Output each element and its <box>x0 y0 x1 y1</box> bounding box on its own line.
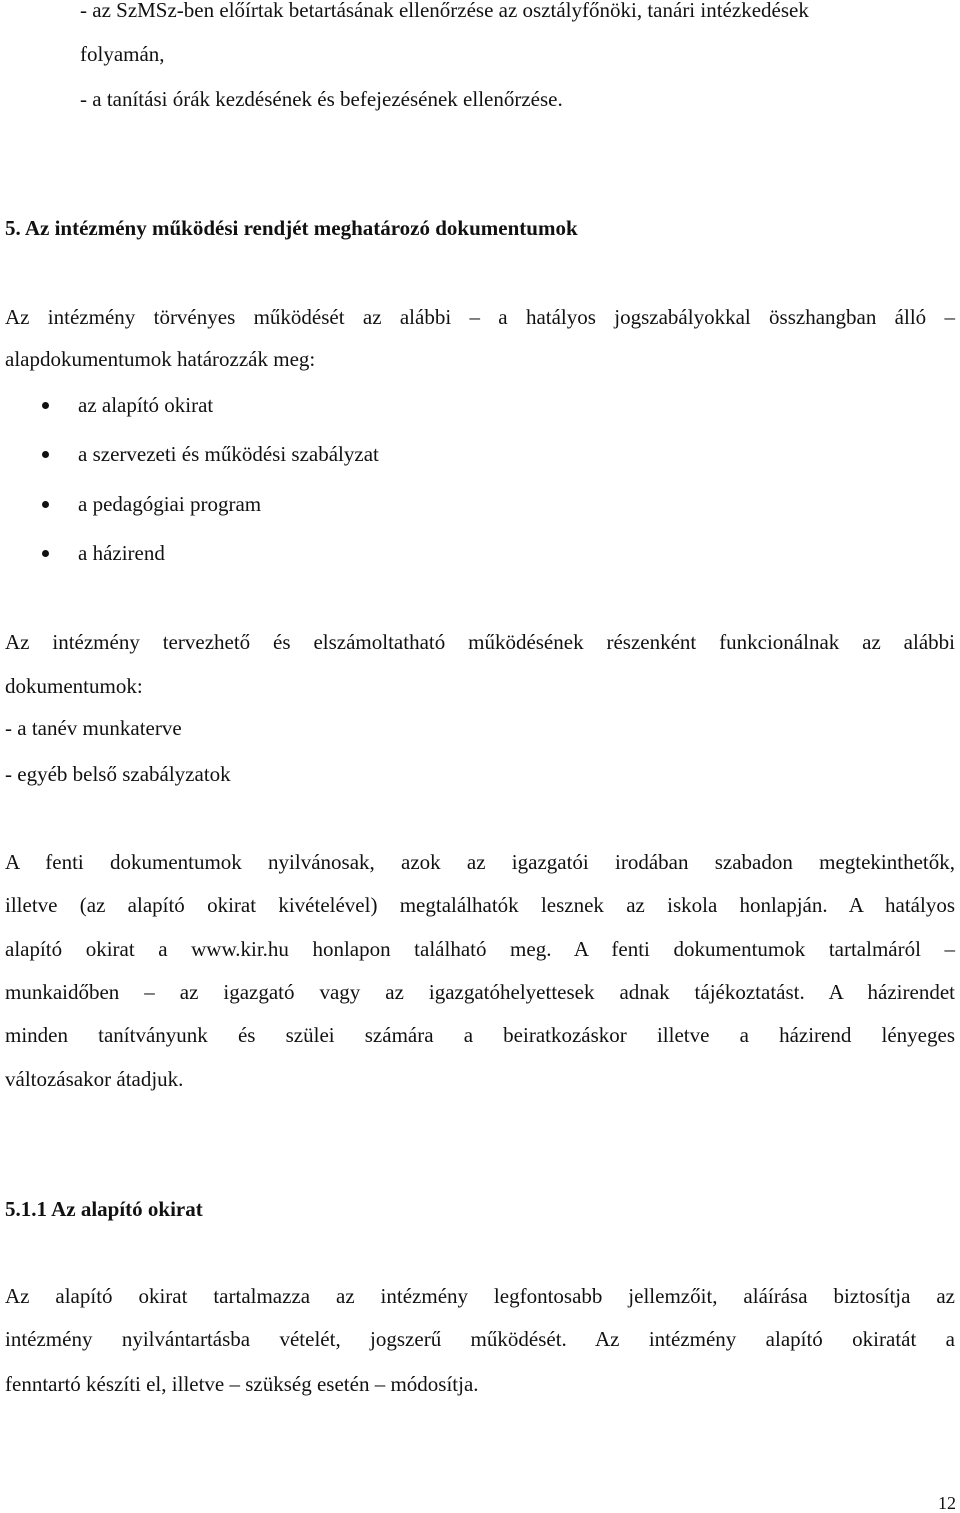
founding-para-line-3: fenntartó készíti el, illetve – szükség esetén – módosítja. <box>5 1372 479 1396</box>
founding-para-line-2: intézmény nyilvántartásba vételét, jogszerű működését. Az intézmény alapító okiratát a <box>5 1327 955 1351</box>
bullet-label: az alapító okirat <box>78 393 214 417</box>
bullet-icon <box>42 501 49 508</box>
list-line-lesson-check: - a tanítási órák kezdésének és befejezésének ellenőrzése. <box>80 87 563 111</box>
bullet-label: a pedagógiai program <box>78 492 262 516</box>
intro-line-2: alapdokumentumok határozzák meg: <box>5 347 316 371</box>
public-para-line-2: illetve (az alapító okirat kivételével) megtalálhatók lesznek az iskola honlapján. A hatályos <box>5 893 955 917</box>
dash-item-internal-rules: - egyéb belső szabályzatok <box>5 762 231 786</box>
page-number: 12 <box>938 1493 956 1513</box>
bullet-icon <box>42 550 49 557</box>
dash-item-work-plan: - a tanév munkaterve <box>5 716 182 740</box>
bullet-icon <box>42 402 49 409</box>
section-heading-5: 5. Az intézmény működési rendjét meghatározó dokumentumok <box>5 216 578 240</box>
public-para-line-1: A fenti dokumentumok nyilvánosak, azok az igazgatói irodában szabadon megtekinthetők, <box>5 850 955 874</box>
public-para-line-5: minden tanítványunk és szülei számára a beiratkozáskor illetve a házirend lényeges <box>5 1023 955 1047</box>
list-line-continuation: folyamán, <box>80 42 165 66</box>
section-heading-511: 5.1.1 Az alapító okirat <box>5 1197 203 1221</box>
intro-line-1: Az intézmény törvényes működését az alábbi – a hatályos jogszabályokkal összhangban álló – <box>5 305 955 329</box>
public-para-line-4: munkaidőben – az igazgató vagy az igazgatóhelyettesek adnak tájékoztatást. A házirendet <box>5 980 955 1004</box>
founding-para-line-1: Az alapító okirat tartalmazza az intézmény legfontosabb jellemzőit, aláírása biztosítja az <box>5 1284 955 1308</box>
public-para-line-6: változásakor átadjuk. <box>5 1067 184 1091</box>
bullet-label: a házirend <box>78 541 165 565</box>
public-para-line-3: alapító okirat a www.kir.hu honlapon található meg. A fenti dokumentumok tartalmáról – <box>5 937 955 961</box>
functional-line-2: dokumentumok: <box>5 674 143 698</box>
functional-line-1: Az intézmény tervezhető és elszámoltatható működésének részenként funkcionálnak az alábbi <box>5 630 955 654</box>
bullet-label: a szervezeti és működési szabályzat <box>78 442 379 466</box>
bullet-icon <box>42 451 49 458</box>
list-line-szmsz: - az SzMSz-ben előírtak betartásának ellenőrzése az osztályfőnöki, tanári intézkedések <box>80 0 809 22</box>
